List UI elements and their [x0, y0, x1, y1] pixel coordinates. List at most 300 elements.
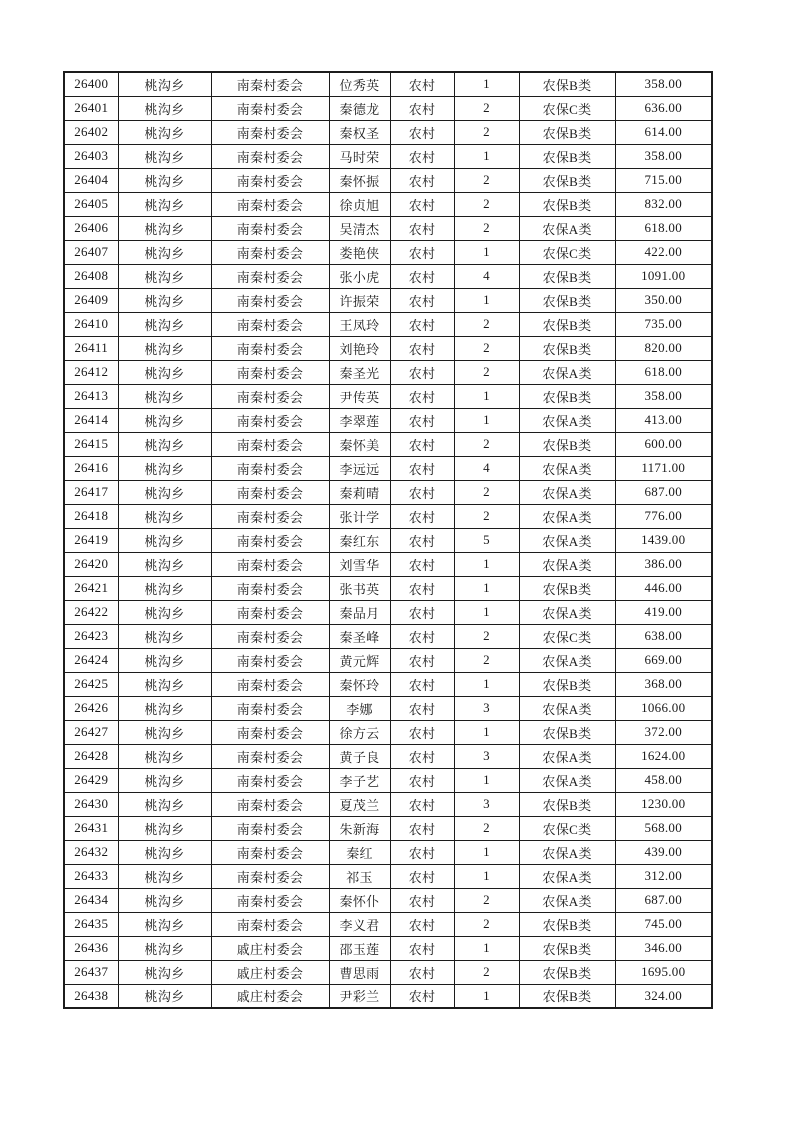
cell-category: 农村 [390, 744, 454, 768]
cell-village: 南秦村委会 [211, 912, 329, 936]
cell-count: 2 [454, 312, 519, 336]
cell-name: 秦圣光 [329, 360, 390, 384]
cell-amount: 568.00 [615, 816, 712, 840]
cell-village: 南秦村委会 [211, 528, 329, 552]
cell-name: 张计学 [329, 504, 390, 528]
cell-village: 南秦村委会 [211, 288, 329, 312]
cell-category: 农村 [390, 720, 454, 744]
cell-village: 南秦村委会 [211, 168, 329, 192]
cell-type: 农保B类 [519, 72, 615, 96]
table-row [64, 936, 712, 960]
cell-count: 1 [454, 984, 519, 1008]
cell-name: 秦红 [329, 840, 390, 864]
cell-township: 桃沟乡 [118, 72, 211, 96]
cell-count: 1 [454, 288, 519, 312]
cell-village: 南秦村委会 [211, 120, 329, 144]
cell-count: 2 [454, 168, 519, 192]
cell-amount: 372.00 [615, 720, 712, 744]
table-row [64, 528, 712, 552]
cell-amount: 1066.00 [615, 696, 712, 720]
cell-count: 1 [454, 864, 519, 888]
cell-category: 农村 [390, 984, 454, 1008]
cell-category: 农村 [390, 192, 454, 216]
cell-name: 秦德龙 [329, 96, 390, 120]
cell-amount: 1171.00 [615, 456, 712, 480]
cell-type: 农保A类 [519, 216, 615, 240]
cell-township: 桃沟乡 [118, 192, 211, 216]
cell-type: 农保A类 [519, 480, 615, 504]
cell-name: 徐贞旭 [329, 192, 390, 216]
cell-amount: 350.00 [615, 288, 712, 312]
cell-id: 26403 [64, 144, 118, 168]
cell-name: 秦怀仆 [329, 888, 390, 912]
cell-amount: 422.00 [615, 240, 712, 264]
cell-name: 秦莉晴 [329, 480, 390, 504]
cell-name: 曹思雨 [329, 960, 390, 984]
cell-name: 夏茂兰 [329, 792, 390, 816]
cell-type: 农保B类 [519, 936, 615, 960]
cell-township: 桃沟乡 [118, 648, 211, 672]
table-row [64, 168, 712, 192]
cell-count: 2 [454, 648, 519, 672]
cell-amount: 446.00 [615, 576, 712, 600]
cell-amount: 832.00 [615, 192, 712, 216]
cell-type: 农保A类 [519, 504, 615, 528]
cell-count: 3 [454, 792, 519, 816]
cell-id: 26431 [64, 816, 118, 840]
cell-count: 2 [454, 480, 519, 504]
cell-count: 1 [454, 384, 519, 408]
cell-village: 戚庄村委会 [211, 936, 329, 960]
cell-village: 南秦村委会 [211, 672, 329, 696]
cell-township: 桃沟乡 [118, 696, 211, 720]
table-row [64, 288, 712, 312]
cell-id: 26423 [64, 624, 118, 648]
cell-id: 26401 [64, 96, 118, 120]
cell-village: 南秦村委会 [211, 312, 329, 336]
cell-category: 农村 [390, 144, 454, 168]
cell-village: 南秦村委会 [211, 360, 329, 384]
cell-count: 2 [454, 816, 519, 840]
cell-type: 农保B类 [519, 192, 615, 216]
cell-id: 26426 [64, 696, 118, 720]
table-row [64, 72, 712, 96]
table-row [64, 360, 712, 384]
table-body [64, 72, 712, 1008]
cell-township: 桃沟乡 [118, 96, 211, 120]
cell-township: 桃沟乡 [118, 840, 211, 864]
cell-amount: 413.00 [615, 408, 712, 432]
cell-count: 1 [454, 720, 519, 744]
cell-name: 秦红东 [329, 528, 390, 552]
cell-type: 农保A类 [519, 768, 615, 792]
table-row [64, 864, 712, 888]
cell-category: 农村 [390, 384, 454, 408]
cell-amount: 358.00 [615, 72, 712, 96]
cell-name: 李娜 [329, 696, 390, 720]
table-row [64, 408, 712, 432]
cell-category: 农村 [390, 120, 454, 144]
cell-name: 张小虎 [329, 264, 390, 288]
cell-village: 南秦村委会 [211, 888, 329, 912]
cell-category: 农村 [390, 456, 454, 480]
cell-amount: 1091.00 [615, 264, 712, 288]
cell-category: 农村 [390, 504, 454, 528]
cell-name: 吴清杰 [329, 216, 390, 240]
cell-township: 桃沟乡 [118, 240, 211, 264]
cell-id: 26412 [64, 360, 118, 384]
cell-category: 农村 [390, 864, 454, 888]
cell-amount: 1624.00 [615, 744, 712, 768]
cell-name: 秦品月 [329, 600, 390, 624]
cell-type: 农保A类 [519, 552, 615, 576]
cell-type: 农保B类 [519, 288, 615, 312]
cell-amount: 1230.00 [615, 792, 712, 816]
cell-type: 农保A类 [519, 840, 615, 864]
records-table [63, 71, 713, 1009]
cell-township: 桃沟乡 [118, 504, 211, 528]
table-row [64, 576, 712, 600]
table-row [64, 432, 712, 456]
cell-amount: 1439.00 [615, 528, 712, 552]
cell-village: 南秦村委会 [211, 648, 329, 672]
cell-village: 南秦村委会 [211, 840, 329, 864]
table-row [64, 456, 712, 480]
cell-village: 南秦村委会 [211, 552, 329, 576]
cell-village: 南秦村委会 [211, 744, 329, 768]
cell-count: 2 [454, 624, 519, 648]
cell-amount: 618.00 [615, 216, 712, 240]
cell-type: 农保A类 [519, 888, 615, 912]
cell-name: 朱新海 [329, 816, 390, 840]
cell-id: 26435 [64, 912, 118, 936]
cell-village: 南秦村委会 [211, 432, 329, 456]
cell-count: 3 [454, 696, 519, 720]
cell-township: 桃沟乡 [118, 816, 211, 840]
cell-type: 农保A类 [519, 864, 615, 888]
cell-name: 邵玉莲 [329, 936, 390, 960]
cell-category: 农村 [390, 72, 454, 96]
table-row [64, 696, 712, 720]
cell-id: 26422 [64, 600, 118, 624]
cell-count: 2 [454, 216, 519, 240]
cell-id: 26408 [64, 264, 118, 288]
cell-village: 南秦村委会 [211, 384, 329, 408]
cell-category: 农村 [390, 768, 454, 792]
cell-name: 张书英 [329, 576, 390, 600]
cell-count: 1 [454, 408, 519, 432]
cell-count: 5 [454, 528, 519, 552]
cell-category: 农村 [390, 792, 454, 816]
cell-type: 农保A类 [519, 456, 615, 480]
cell-category: 农村 [390, 432, 454, 456]
cell-count: 2 [454, 192, 519, 216]
cell-id: 26421 [64, 576, 118, 600]
table-row [64, 480, 712, 504]
table-row [64, 888, 712, 912]
cell-amount: 687.00 [615, 888, 712, 912]
cell-village: 南秦村委会 [211, 864, 329, 888]
cell-amount: 1695.00 [615, 960, 712, 984]
cell-village: 南秦村委会 [211, 192, 329, 216]
cell-id: 26405 [64, 192, 118, 216]
table-row [64, 624, 712, 648]
cell-type: 农保B类 [519, 384, 615, 408]
cell-category: 农村 [390, 624, 454, 648]
cell-count: 1 [454, 840, 519, 864]
cell-id: 26427 [64, 720, 118, 744]
cell-count: 1 [454, 936, 519, 960]
cell-township: 桃沟乡 [118, 312, 211, 336]
cell-category: 农村 [390, 96, 454, 120]
cell-id: 26410 [64, 312, 118, 336]
cell-amount: 618.00 [615, 360, 712, 384]
cell-count: 1 [454, 600, 519, 624]
cell-category: 农村 [390, 264, 454, 288]
cell-type: 农保C类 [519, 624, 615, 648]
cell-name: 李义君 [329, 912, 390, 936]
cell-village: 戚庄村委会 [211, 960, 329, 984]
cell-village: 南秦村委会 [211, 576, 329, 600]
cell-township: 桃沟乡 [118, 336, 211, 360]
cell-amount: 636.00 [615, 96, 712, 120]
cell-count: 1 [454, 768, 519, 792]
cell-type: 农保B类 [519, 120, 615, 144]
cell-amount: 715.00 [615, 168, 712, 192]
cell-township: 桃沟乡 [118, 936, 211, 960]
cell-count: 2 [454, 336, 519, 360]
cell-count: 1 [454, 144, 519, 168]
cell-id: 26424 [64, 648, 118, 672]
cell-name: 秦权圣 [329, 120, 390, 144]
cell-count: 2 [454, 912, 519, 936]
cell-count: 2 [454, 888, 519, 912]
cell-village: 南秦村委会 [211, 408, 329, 432]
cell-amount: 776.00 [615, 504, 712, 528]
cell-township: 桃沟乡 [118, 216, 211, 240]
cell-amount: 439.00 [615, 840, 712, 864]
cell-name: 娄艳侠 [329, 240, 390, 264]
cell-amount: 687.00 [615, 480, 712, 504]
cell-id: 26419 [64, 528, 118, 552]
cell-id: 26400 [64, 72, 118, 96]
cell-township: 桃沟乡 [118, 144, 211, 168]
cell-amount: 745.00 [615, 912, 712, 936]
cell-count: 1 [454, 552, 519, 576]
cell-category: 农村 [390, 408, 454, 432]
cell-name: 刘雪华 [329, 552, 390, 576]
cell-name: 秦怀玲 [329, 672, 390, 696]
cell-village: 南秦村委会 [211, 336, 329, 360]
cell-township: 桃沟乡 [118, 120, 211, 144]
cell-name: 黄元辉 [329, 648, 390, 672]
table-row [64, 744, 712, 768]
cell-village: 南秦村委会 [211, 264, 329, 288]
cell-name: 李子艺 [329, 768, 390, 792]
cell-type: 农保B类 [519, 432, 615, 456]
cell-village: 南秦村委会 [211, 216, 329, 240]
cell-township: 桃沟乡 [118, 600, 211, 624]
cell-township: 桃沟乡 [118, 360, 211, 384]
table-row [64, 120, 712, 144]
cell-category: 农村 [390, 360, 454, 384]
cell-type: 农保B类 [519, 168, 615, 192]
cell-name: 许振荣 [329, 288, 390, 312]
cell-count: 1 [454, 72, 519, 96]
cell-id: 26432 [64, 840, 118, 864]
cell-id: 26429 [64, 768, 118, 792]
cell-count: 1 [454, 672, 519, 696]
cell-type: 农保A类 [519, 408, 615, 432]
cell-type: 农保C类 [519, 96, 615, 120]
cell-type: 农保B类 [519, 576, 615, 600]
cell-category: 农村 [390, 696, 454, 720]
table-row [64, 672, 712, 696]
cell-village: 南秦村委会 [211, 624, 329, 648]
cell-count: 3 [454, 744, 519, 768]
cell-type: 农保B类 [519, 336, 615, 360]
cell-category: 农村 [390, 336, 454, 360]
cell-village: 南秦村委会 [211, 816, 329, 840]
cell-id: 26407 [64, 240, 118, 264]
table-row [64, 504, 712, 528]
cell-id: 26414 [64, 408, 118, 432]
cell-village: 南秦村委会 [211, 600, 329, 624]
cell-name: 祁玉 [329, 864, 390, 888]
table-row [64, 552, 712, 576]
cell-township: 桃沟乡 [118, 432, 211, 456]
cell-category: 农村 [390, 552, 454, 576]
cell-type: 农保B类 [519, 720, 615, 744]
cell-id: 26430 [64, 792, 118, 816]
table-row [64, 336, 712, 360]
cell-township: 桃沟乡 [118, 456, 211, 480]
cell-name: 尹传英 [329, 384, 390, 408]
cell-count: 2 [454, 120, 519, 144]
table-row [64, 600, 712, 624]
cell-village: 南秦村委会 [211, 456, 329, 480]
cell-village: 南秦村委会 [211, 792, 329, 816]
cell-id: 26413 [64, 384, 118, 408]
cell-type: 农保B类 [519, 144, 615, 168]
table-row [64, 312, 712, 336]
cell-type: 农保B类 [519, 264, 615, 288]
table-row [64, 144, 712, 168]
cell-village: 南秦村委会 [211, 696, 329, 720]
cell-name: 刘艳玲 [329, 336, 390, 360]
cell-township: 桃沟乡 [118, 720, 211, 744]
cell-village: 南秦村委会 [211, 96, 329, 120]
cell-township: 桃沟乡 [118, 792, 211, 816]
cell-amount: 820.00 [615, 336, 712, 360]
cell-category: 农村 [390, 480, 454, 504]
cell-count: 1 [454, 576, 519, 600]
cell-type: 农保B类 [519, 792, 615, 816]
cell-count: 2 [454, 96, 519, 120]
cell-id: 26415 [64, 432, 118, 456]
cell-id: 26404 [64, 168, 118, 192]
table-row [64, 840, 712, 864]
table-row [64, 768, 712, 792]
table-row [64, 792, 712, 816]
cell-type: 农保A类 [519, 360, 615, 384]
table-row [64, 264, 712, 288]
cell-id: 26406 [64, 216, 118, 240]
cell-category: 农村 [390, 288, 454, 312]
table-row [64, 384, 712, 408]
cell-category: 农村 [390, 648, 454, 672]
cell-township: 桃沟乡 [118, 672, 211, 696]
table-row [64, 648, 712, 672]
table-row [64, 216, 712, 240]
cell-township: 桃沟乡 [118, 264, 211, 288]
cell-township: 桃沟乡 [118, 888, 211, 912]
cell-category: 农村 [390, 912, 454, 936]
cell-id: 26433 [64, 864, 118, 888]
table-row [64, 720, 712, 744]
table-row [64, 912, 712, 936]
cell-category: 农村 [390, 576, 454, 600]
cell-category: 农村 [390, 960, 454, 984]
cell-category: 农村 [390, 312, 454, 336]
cell-name: 李远远 [329, 456, 390, 480]
cell-count: 4 [454, 264, 519, 288]
cell-amount: 358.00 [615, 384, 712, 408]
table-row [64, 816, 712, 840]
table-row [64, 240, 712, 264]
cell-name: 秦圣峰 [329, 624, 390, 648]
cell-amount: 614.00 [615, 120, 712, 144]
cell-name: 黄子良 [329, 744, 390, 768]
cell-township: 桃沟乡 [118, 912, 211, 936]
cell-id: 26417 [64, 480, 118, 504]
cell-category: 农村 [390, 936, 454, 960]
cell-township: 桃沟乡 [118, 864, 211, 888]
cell-type: 农保A类 [519, 528, 615, 552]
cell-name: 尹彩兰 [329, 984, 390, 1008]
cell-count: 2 [454, 360, 519, 384]
cell-type: 农保C类 [519, 816, 615, 840]
cell-amount: 368.00 [615, 672, 712, 696]
cell-id: 26428 [64, 744, 118, 768]
cell-category: 农村 [390, 600, 454, 624]
cell-type: 农保B类 [519, 960, 615, 984]
cell-village: 戚庄村委会 [211, 984, 329, 1008]
cell-township: 桃沟乡 [118, 288, 211, 312]
cell-amount: 312.00 [615, 864, 712, 888]
cell-village: 南秦村委会 [211, 768, 329, 792]
cell-amount: 669.00 [615, 648, 712, 672]
cell-name: 王凤玲 [329, 312, 390, 336]
cell-count: 2 [454, 960, 519, 984]
cell-category: 农村 [390, 816, 454, 840]
cell-village: 南秦村委会 [211, 480, 329, 504]
cell-amount: 346.00 [615, 936, 712, 960]
cell-township: 桃沟乡 [118, 168, 211, 192]
table-row [64, 960, 712, 984]
cell-name: 秦怀振 [329, 168, 390, 192]
cell-name: 秦怀美 [329, 432, 390, 456]
cell-id: 26420 [64, 552, 118, 576]
cell-type: 农保B类 [519, 672, 615, 696]
cell-type: 农保B类 [519, 312, 615, 336]
cell-township: 桃沟乡 [118, 984, 211, 1008]
cell-category: 农村 [390, 672, 454, 696]
cell-amount: 358.00 [615, 144, 712, 168]
cell-category: 农村 [390, 168, 454, 192]
cell-type: 农保C类 [519, 240, 615, 264]
cell-id: 26409 [64, 288, 118, 312]
